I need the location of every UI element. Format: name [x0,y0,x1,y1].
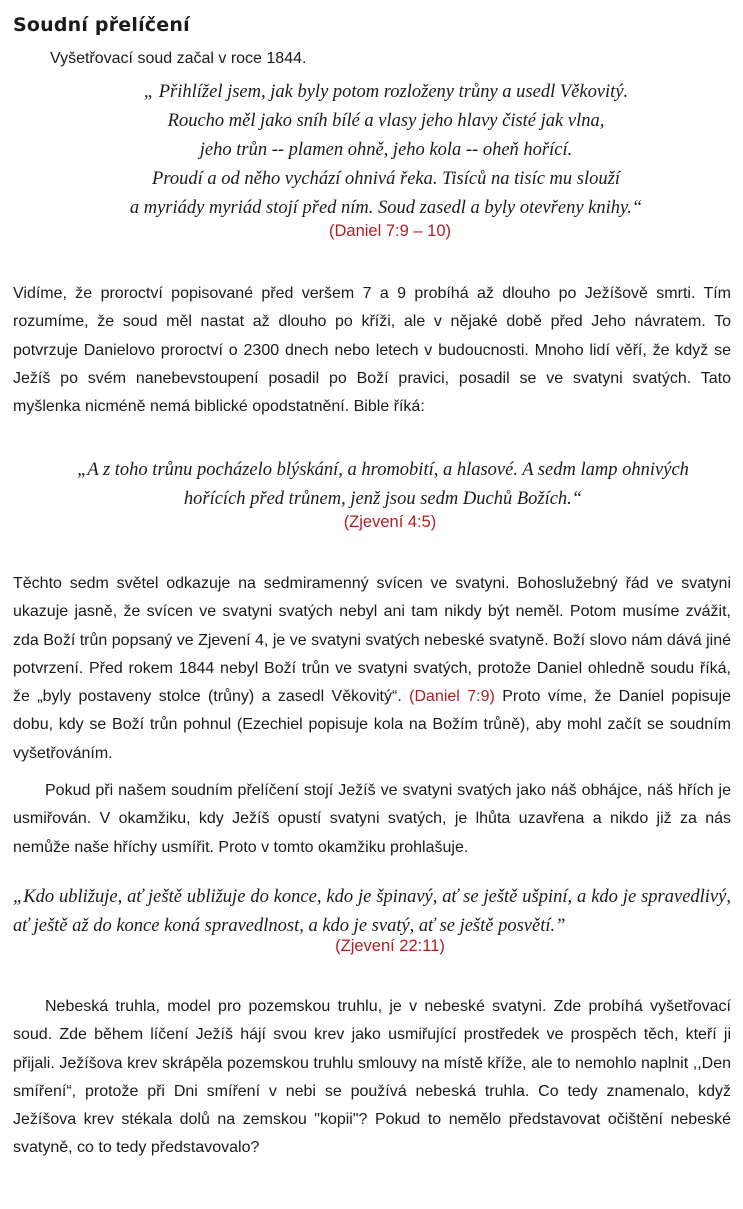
quote-line: „A z toho trůnu pocházelo blýskání, a hromobití, a hlasové. A sedm lamp ohnivých [77,460,689,480]
quote-line: a myriády myriád stojí před ním. Soud zasedl a byly otevřeny knihy.“ [129,198,643,218]
quote-line: „ Přihlížel jsem, jak byly potom rozloženy trůny a usedl Věkovitý. [143,82,629,102]
quote-line: Proudí a od něho vychází ohnivá řeka. Tisíců na tisíc mu slouží [152,169,620,189]
section-heading: Soudní přelíčení [13,14,190,36]
quote-line: jeho trůn -- plamen ohně, jeho kola -- oheň hořící. [199,140,573,160]
quote-revelation-22: „Kdo ubližuje, ať ještě ubližuje do konce, kdo je špinavý, ať se ještě ušpiní, a kdo je spravedlivý, ať ještě až do konce koná spravedlnost, a kdo je svatý, ať se ještě posvětí.” [13,887,731,936]
paragraph-text: Proto víme, že Daniel popisuje dobu, kdy se Boží trůn pohnul (Ezechiel popisuje kola na Božím trůně), aby mohl začít se soudním vyšetřováním. [13,688,731,762]
paragraph: Vidíme, že proroctví popisované před veršem 7 a 9 probíhá až dlouho po Ježíšově smrti. Tím rozumíme, že soud měl nastat až dlouho po kříži, ale v nějaké době před Jeho návratem. To potvrzuje Danielovo proroctví o 2300 dnech nebo letech v budoucnosti. Mnoho lidí věří, že když se Ježíš po svém nanebevstoupení posadil po Boží pravici, posadil se ve svatyni svatých. Tato myšlenka nicméně nemá biblické opodstatnění. Bible říká: [13,285,731,416]
quote-reference: (Zjevení 4:5) [343,513,437,531]
paragraph [13,570,731,768]
paragraph [13,993,731,1163]
paragraph-text: Těchto sedm světel odkazuje na sedmiramenný svícen ve svatyni. Bohoslužebný řád ve svatyni ukazuje jasně, že svícen ve svatyni svatých nebyl ani tam nikdy být neměl. Potom musíme zvážit, zda Boží trůn popsaný ve Zjevení 4, je ve svatyni svatých nebeské svatyně. Boží slovo nám dává jiné potvrzení. Před rokem 1844 nebyl Boží trůn ve svatyni svatých, protože Daniel ohledně soudu říká, že „byly postaveny stolce (trůny) a zasedl Věkovitý“. [13,575,731,706]
paragraph-text: Pokud při našem soudním přelíčení stojí Ježíš ve svatyni svatých jako náš obhájce, náš hřích je usmiřován. V okamžiku, kdy Ježíš opustí svatyni svatých, je lhůta uzavřena a nikdo již za nás nemůže naše hříchy usmířit. Proto v tomto okamžiku prohlašuje. [13,782,731,856]
quote-revelation-4 [13,456,743,514]
inline-reference: (Daniel 7:9) [409,688,495,706]
intro-line: Vyšetřovací soud začal v roce 1844. [50,50,307,67]
quote-reference: (Daniel 7:9 – 10) [329,222,451,240]
quote-line: hořících před trůnem, jenž jsou sedm Duchů Božích.“ [183,489,583,509]
quote-daniel [60,78,712,223]
quote-reference: (Zjevení 22:11) [335,937,445,955]
quote-line: Roucho měl jako sníh bílé a vlasy jeho hlavy čisté jak vlna, [167,111,605,131]
paragraph [13,777,731,862]
paragraph-text: Nebeská truhla, model pro pozemskou truhlu, je v nebeské svatyni. Zde probíhá vyšetřovací soud. Zde během líčení Ježíš hájí svou krev jako usmiřující prostředek ve prospěch těch, kteří ji přijali. Ježíšova krev skrápěla pozemskou truhlu smlouvy na místě kříže, ale to nemohlo naplnit ,,Den smíření“, protože při Dni smíření v nebi se používá nebeská truhla. Co tedy znamenalo, když Ježíšova krev stékala dolů na zemskou "kopii"? Pokud to nemělo představovat očištění nebeské svatyně, co to tedy představovalo? [13,998,731,1157]
